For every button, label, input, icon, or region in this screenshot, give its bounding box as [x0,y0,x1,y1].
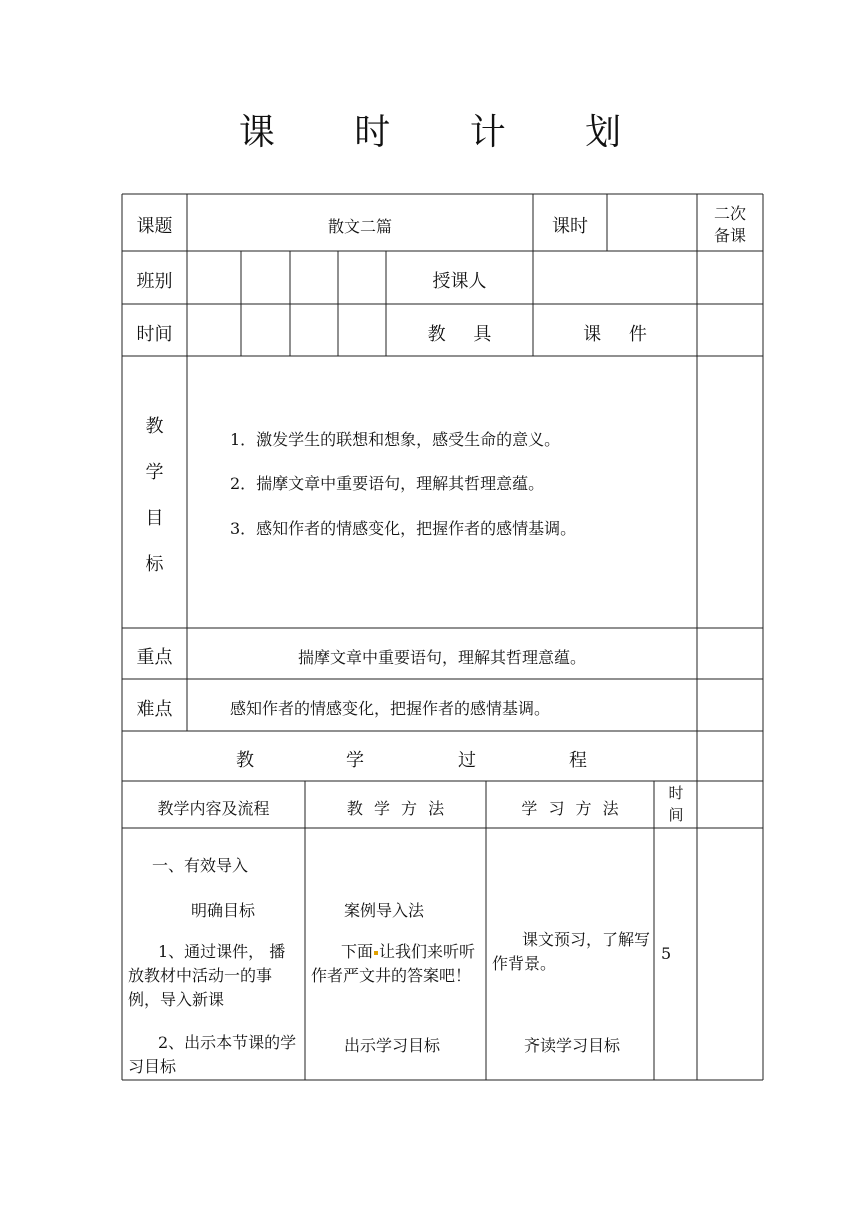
topic-label: 课题 [136,216,173,237]
learning-method-1: 课文预习，了解写作背景。 [492,930,651,973]
process-heading-char-4: 程 [569,750,587,771]
teaching-method-3: 出示学习目标 [344,1036,441,1055]
objective-item-2: 2．揣摩文章中重要语句，理解其哲理意蕴。 [230,474,545,493]
period-label: 课时 [552,216,588,237]
column-header-teaching: 教 学 方 法 [346,799,445,818]
content-step-1: 1、通过课件， 播放教材中活动一的事例，导入新课 [128,942,286,1009]
content-section: 一、有效导入 [152,856,249,875]
topic-value: 散文二篇 [327,217,392,236]
second-prep-line1: 二次 [713,204,746,223]
objective-item-1: 1．激发学生的联想和想象，感受生命的意义。 [230,430,561,449]
second-prep-line2: 备课 [713,226,746,245]
time-value: 5 [661,944,672,963]
learning-method-2: 齐读学习目标 [524,1036,621,1055]
process-heading-char-2: 学 [346,750,364,771]
difficulty-value: 感知作者的情感变化，把握作者的感情基调。 [230,699,551,718]
teaching-method-1: 案例导入法 [344,901,425,920]
objectives-label-char-3: 目 [145,508,164,529]
objectives-label-char-2: 学 [145,462,164,483]
courseware-label: 课 件 [583,324,647,345]
difficulty-label: 难点 [136,699,173,720]
page-title: 课 时 计 划 [238,112,656,153]
content-goal: 明确目标 [191,901,256,920]
teacher-label: 授课人 [432,271,487,292]
key-point-label: 重点 [136,647,173,668]
objectives-label-char-4: 标 [145,554,164,575]
key-point-value: 揣摩文章中重要语句，理解其哲理意蕴。 [297,648,586,667]
teaching-method-2: 下面 让我们来听听作者严文井的答案吧！ [311,942,476,985]
objectives-label-char-1: 教 [145,416,164,437]
time-label: 时间 [136,324,173,345]
class-label: 班别 [136,271,173,292]
column-header-content: 教学内容及流程 [157,799,270,818]
content-step-2: 2、出示本节课的学习目标 [128,1033,297,1076]
process-heading-char-1: 教 [236,750,254,771]
objective-item-3: 3．感知作者的情感变化，把握作者的感情基调。 [230,519,577,538]
tools-label: 教 具 [427,324,492,345]
process-heading-char-3: 过 [458,750,476,771]
highlight-mark [374,951,378,955]
column-header-time: 时间 [668,784,684,824]
column-header-learning: 学 习 方 法 [521,799,619,818]
